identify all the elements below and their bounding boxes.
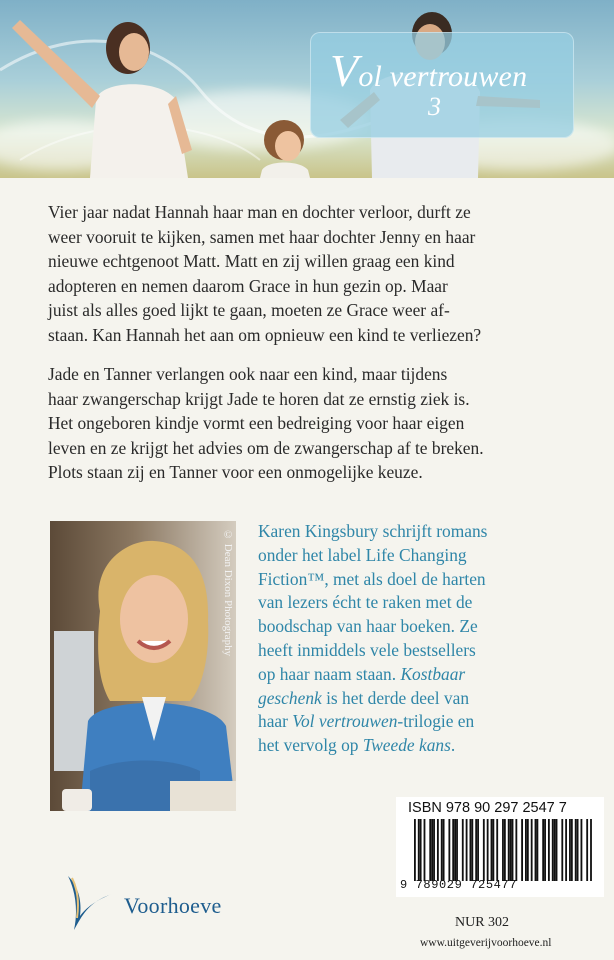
publisher-url: www.uitgeverijvoorhoeve.nl	[420, 937, 552, 949]
blurb-line: staan. Kan Hannah het aan om opnieuw een kind te verliezen?	[48, 324, 482, 345]
bio-line	[258, 663, 598, 687]
author-photo	[50, 521, 236, 811]
barcode-digits: 9 789029 725477	[400, 878, 518, 892]
bio-line: onder het label Life Changing	[258, 544, 467, 565]
publisher-name: Voorhoeve	[124, 893, 222, 918]
book-title: geschenk	[258, 687, 322, 708]
series-title	[330, 44, 527, 97]
blurb-line: Jade en Tanner verlangen ook naar een kind, maar tijdens	[48, 364, 448, 384]
blurb-line: nieuwe echtgenoot Matt. Matt en zij willen graag een kind	[48, 251, 455, 272]
author-bio	[258, 520, 598, 758]
blurb-line: weer vooruit te kijken, samen met haar dochter Jenny en haar	[48, 226, 476, 247]
blurb-line: Vier jaar nadat Hannah haar man en dochter verloor, durft ze	[48, 202, 471, 222]
bio-line: boodschap van haar boeken. Ze	[258, 616, 478, 637]
book-title: Tweede kans	[362, 735, 451, 756]
barcode-panel	[396, 797, 604, 897]
blurb-line: leven en ze krijgt het advies om de zwangerschap af te breken.	[48, 437, 484, 458]
nur-code: NUR 302	[455, 915, 510, 930]
bio-line: Fiction™, met als doel de harten	[258, 568, 486, 589]
barcode-icon	[414, 819, 592, 881]
blurb-paragraph-2	[48, 362, 588, 485]
blurb-line: Plots staan zij en Tanner voor een onmogelijke keuze.	[48, 462, 423, 483]
bio-line: Karen Kingsbury schrijft romans	[258, 521, 488, 541]
bio-text: .	[450, 735, 456, 756]
blurb-line: Het ongeboren kindje vormt een bedreiging voor haar eigen	[48, 413, 465, 434]
blurb-paragraph-1	[48, 200, 588, 348]
series-name: Vol vertrouwen	[292, 711, 398, 732]
book-title: Kostbaar	[400, 663, 466, 684]
bio-text: -trilogie en	[397, 711, 475, 732]
bio-text: op haar naam staan.	[258, 663, 401, 684]
photo-credit: © Dean Dixon Photography	[222, 529, 234, 657]
blurb-line: haar zwangerschap krijgt Jade te horen dat ze ernstig ziek is.	[48, 388, 470, 409]
author-portrait	[50, 521, 236, 811]
blurb-line: adopteren en nemen daarom Grace in hun gezin op. Maar	[48, 275, 448, 296]
series-badge	[310, 32, 574, 138]
series-title-rest: ol vertrouwen	[358, 60, 528, 93]
blurb-line: juist als alles goed lijkt te gaan, moeten ze Grace weer af-	[48, 300, 450, 321]
isbn-label: ISBN 978 90 297 2547 7	[408, 800, 567, 816]
bio-text: is het derde deel van	[321, 687, 470, 708]
bio-line	[258, 687, 598, 711]
bio-line	[258, 710, 598, 734]
bio-line: heeft inmiddels vele bestsellers	[258, 639, 476, 660]
cover-photo-banner	[0, 0, 614, 178]
bio-line: van lezers écht te raken met de	[258, 592, 473, 613]
series-title-initial: V	[330, 45, 359, 96]
publisher-logo-icon	[62, 872, 118, 932]
bio-text: het vervolg op	[258, 735, 363, 756]
series-number: 3	[428, 92, 441, 121]
bio-text: haar	[258, 711, 293, 732]
bio-line	[258, 734, 598, 758]
